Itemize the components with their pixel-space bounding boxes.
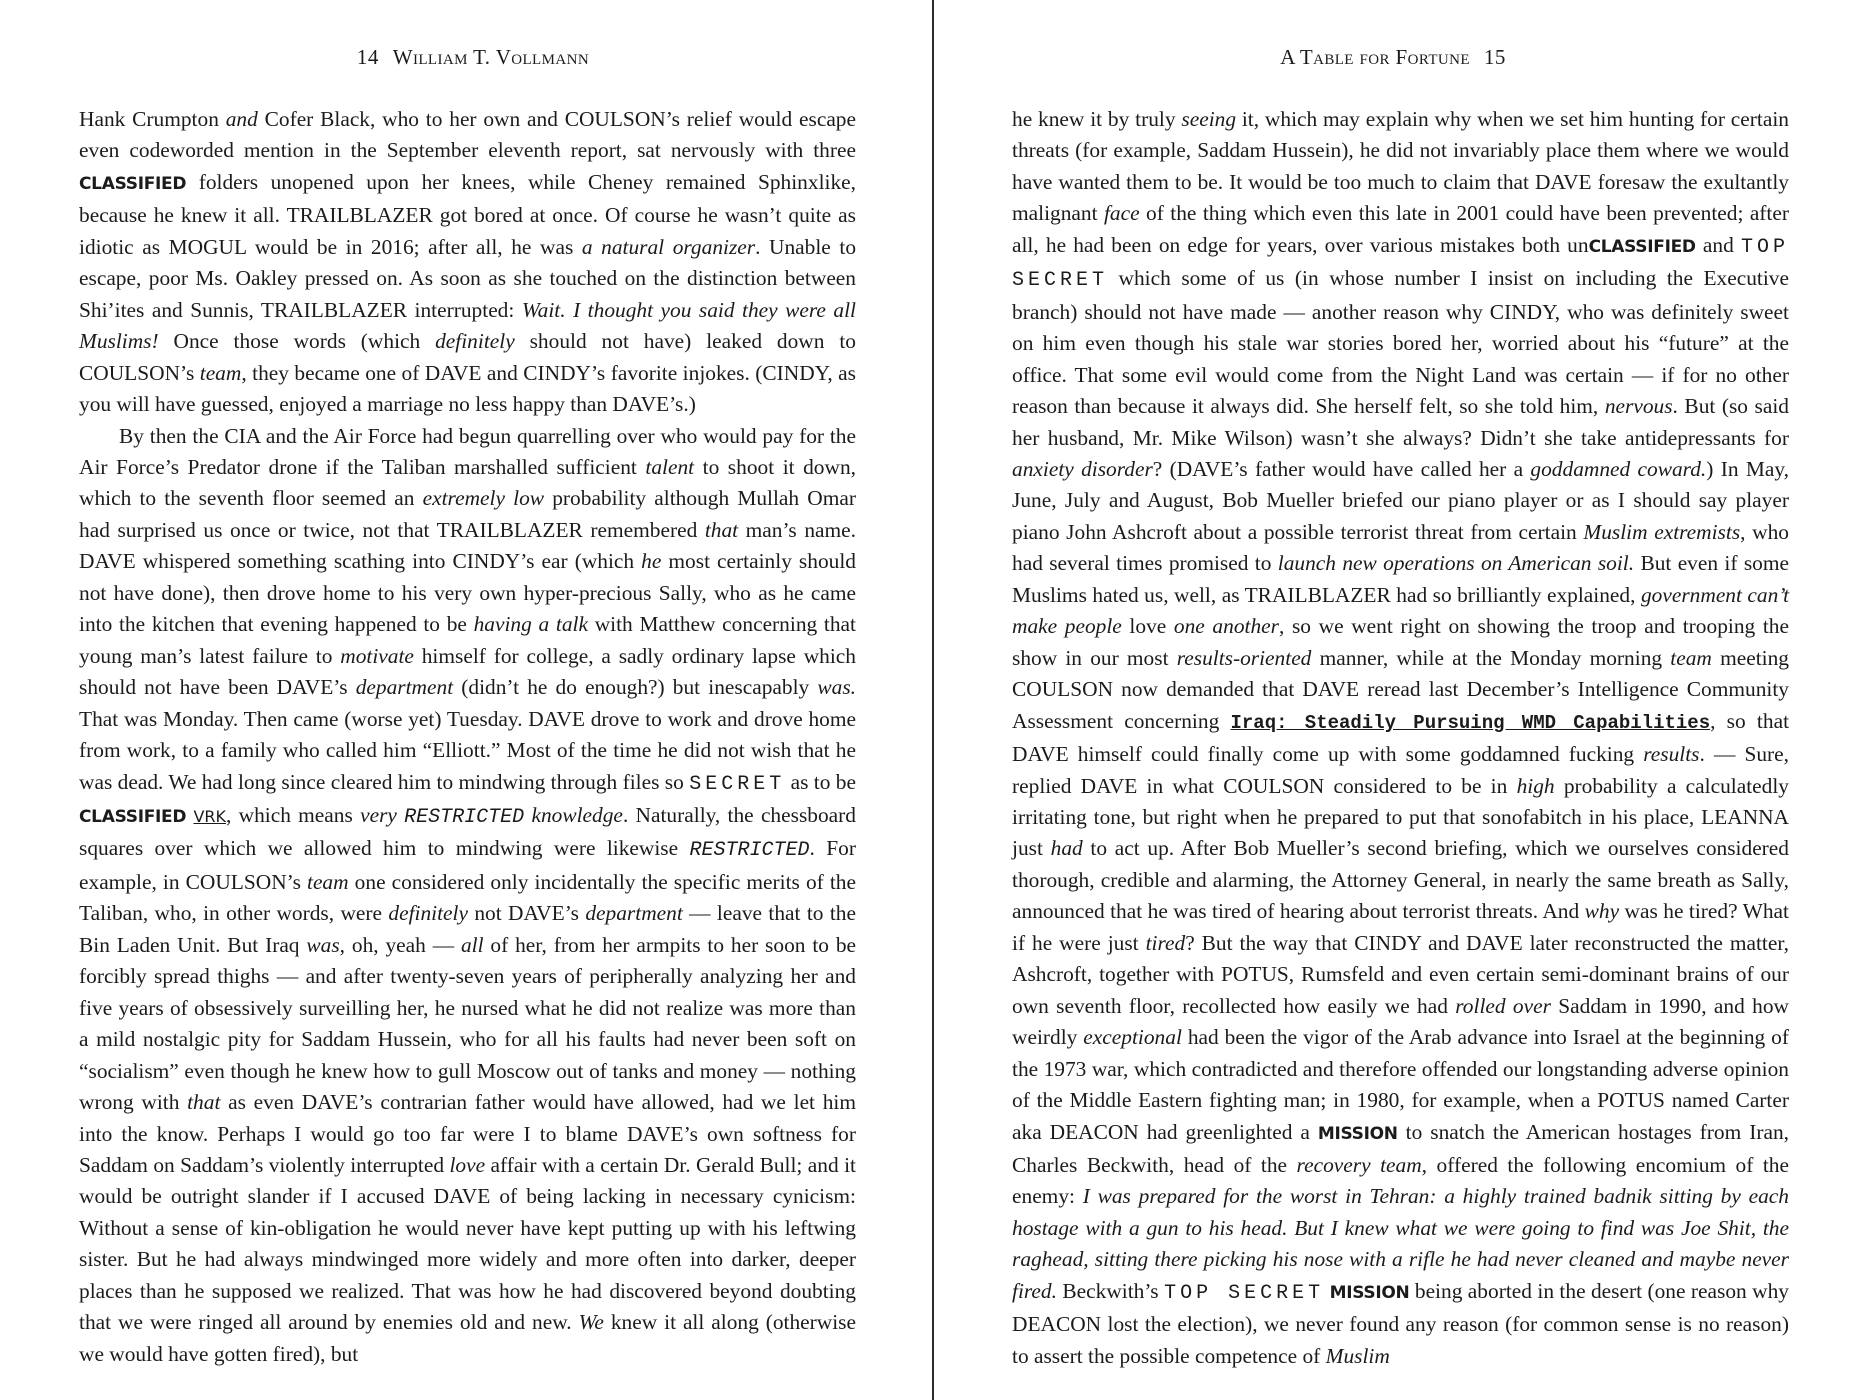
italic-run: definitely: [388, 901, 468, 926]
italic-run: rolled over: [1455, 993, 1551, 1018]
italic-run: tired: [1145, 930, 1186, 955]
classification-marking: CLASSIFIED: [79, 806, 187, 827]
text-run: , who had several times promised to: [1012, 519, 1789, 576]
text-run: which some of us (in whose number I insist on including the Executive branch) should not have made — another reason why CINDY, who was definitely sweet on him even though his stale war stories bored her, worried about his “future” at the office. That some evil would come from the Night Land was certain — if for no other reason than because it always did. She herself felt, so she told him,: [1012, 266, 1789, 419]
italic-run: nervous: [1604, 394, 1673, 419]
text-run: ) In May, June, July and August, Bob Mueller briefed our piano player or as I should say player piano John Ashcroft about a possible terrorist threat from certain: [1012, 456, 1789, 544]
italic-run: goddamned coward.: [1530, 456, 1707, 481]
italic-run: why: [1584, 899, 1620, 924]
italic-run: a natural organizer: [581, 234, 756, 259]
text-run: he knew it by truly: [1012, 107, 1182, 131]
text-run: Saddam in 1990, and how weirdly: [1012, 993, 1789, 1050]
text-run: That was Monday. Then came (worse yet) Tuesday. DAVE drove to work and drove home from work, to a family who called him “Elliott.” Most of the time he did not wish that he was dead. We had long since cleared him to mindwing through files so: [79, 706, 856, 794]
text-run: ? But the way that CINDY and DAVE later reconstructed the matter, Ashcroft, together with POTUS, Rumsfeld and even certain semi-dominant brains of our own seventh floor, recollected how easily we had: [1012, 930, 1789, 1018]
text-run: Hank Crumpton: [79, 107, 226, 131]
text-run: . Unable to escape, poor Ms. Oakley pressed on. As soon as she touched on the distinction between Shi’ites and Sunnis, TRAILBLAZER interrupted:: [79, 234, 857, 322]
text-run: as to be: [785, 769, 856, 794]
text-run: (didn’t he do enough?) but inescapably: [453, 675, 818, 700]
text-run: Cofer Black, who to her own and COULSON’s relief would escape even codeworded mention in the September eleventh report, sat nervously with three: [79, 107, 856, 163]
text-run: affair with a certain Dr. Gerald Bull; and it would be outright slander if I accused DAVE of being lacking in necessary cynicism: Without a sense of kin-obligation he would never have kept putting up with his leftwing sister. But he had always mindwinged more widely and more often into darker, deeper places than he supposed we realized. That was how he had discovered beyond doubting that we were ringed all around by enemies old and new.: [79, 1152, 856, 1335]
italic-run: government can’t make people: [1012, 582, 1790, 639]
italic-run: all: [460, 932, 484, 957]
text-run: . For example, in COULSON’s: [79, 836, 856, 894]
left-page-number: 14: [356, 45, 379, 69]
italic-run: team: [1670, 645, 1712, 670]
text-run: , so we went right on showing the troop and trooping the show in our most: [1012, 614, 1789, 670]
text-run: . But (so said her husband, Mr. Mike Wilson) wasn’t she always? Didn’t she take antidepressants for: [1012, 394, 1789, 450]
paragraph: [1012, 104, 1789, 1372]
text-run: , so that DAVE himself could finally come up with some goddamned fucking: [1012, 708, 1790, 767]
italic-run: team: [199, 360, 242, 385]
italic-run: results: [1643, 742, 1700, 767]
left-running-header: [0, 45, 932, 70]
restricted-marking: RESTRICTED: [689, 839, 810, 863]
right-body-text: [1012, 104, 1789, 1372]
classification-marking: CLASSIFIED: [79, 173, 187, 194]
italic-run: very: [360, 802, 397, 827]
italic-run: he: [641, 549, 662, 574]
italic-run: and: [225, 107, 258, 131]
secret-marking: SECRET: [689, 772, 786, 796]
italic-run: We: [578, 1310, 604, 1335]
italic-run: that: [704, 517, 739, 542]
text-run: By then the CIA and the Air Force had begun quarrelling over who would pay for the Air Force’s Predator drone if the Taliban marshalled sufficient: [79, 423, 856, 479]
text-run: to snatch the American hostages from Iran, Charles Beckwith, head of the: [1012, 1119, 1789, 1177]
italic-run: love: [449, 1152, 486, 1177]
italic-run: extremely low: [422, 486, 545, 511]
text-run: Beckwith’s: [1056, 1278, 1165, 1303]
left-running-head: William T. Vollmann: [392, 45, 590, 69]
text-run: , oh, yeah —: [339, 932, 461, 957]
text-run: — leave that to the Bin Laden Unit. But Iraq: [79, 901, 856, 957]
italic-run: knowledge: [531, 802, 623, 827]
restricted-marking: RESTRICTED: [404, 805, 525, 829]
text-run: , they became one of DAVE and CINDY’s favorite injokes. (CINDY, as you will have guessed, enjoyed a marriage no less happy than DAVE’s.): [79, 360, 856, 417]
text-run: But even if some Muslims hated us, well, as TRAILBLAZER had so brilliantly explained,: [1012, 551, 1789, 607]
classification-marking: CLASSIFIED: [1588, 236, 1696, 257]
text-run: as even DAVE’s contrarian father would have allowed, had we let him into the know. Perhaps I would go too far were I to blame DAVE’s own softness for Saddam on Saddam’s violently interrupted: [79, 1090, 856, 1177]
italic-run: seeing: [1181, 107, 1237, 131]
italic-run: Muslim: [1325, 1343, 1390, 1368]
text-run: should not have) leaked down to COULSON’s: [79, 329, 856, 385]
italic-run: recovery team: [1296, 1152, 1422, 1177]
text-run: with Matthew concerning that young man’s latest failure to: [79, 612, 856, 668]
text-run: , offered the following encomium of the enemy:: [1012, 1152, 1789, 1209]
italic-run: department: [585, 901, 683, 926]
italic-run: was: [306, 932, 340, 957]
italic-run: anxiety disorder: [1012, 456, 1153, 481]
left-page: [0, 0, 932, 1400]
text-run: Once those words (which: [158, 329, 436, 354]
text-run: meeting COULSON now demanded that DAVE reread last December’s Intelligence Community Assessment concerning: [1012, 645, 1789, 733]
italic-run: Muslim extremists: [1583, 519, 1741, 544]
italic-run: was.: [817, 675, 856, 700]
text-run: and: [1695, 232, 1741, 257]
classification-marking: MISSION: [1317, 1123, 1398, 1144]
italic-run: definitely: [435, 329, 515, 354]
right-running-header: [934, 45, 1866, 70]
classification-marking: MISSION: [1329, 1282, 1410, 1303]
text-run: , which means: [226, 802, 361, 827]
text-run: being aborted in the desert (one reason why DEACON lost the election), we never found any reason (for common sense is no reason) to assert the possible competence of: [1012, 1278, 1789, 1368]
italic-run: results-oriented: [1176, 645, 1312, 670]
italic-run: department: [355, 675, 454, 700]
paragraph: [79, 421, 856, 1371]
italic-run: one another: [1173, 614, 1279, 639]
italic-run: face: [1103, 201, 1140, 226]
text-run: most certainly should not have done), then drove home to his very own hyper-precious Sally, who as he came into the kitchen that evening happened to be: [79, 549, 856, 637]
text-run: folders unopened upon her knees, while Cheney remained Sphinxlike, because he knew it all. TRAILBLAZER got bored at once. Of course he wasn’t quite as idiotic as MOGUL would be in 2016; after all, he was: [79, 169, 856, 259]
italic-run: that: [187, 1090, 221, 1115]
text-run: of her, from her armpits to her soon to be forcibly spread thighs — and after twenty-seven years of peripherally analyzing her and five years of obsessively surveilling her, he nursed what he did not realize was more than a mild nostalgic pity for Saddam Hussein, who for all his faults had never been soft on “socialism” even though he knew how to gull Moscow out of tanks and money — nothing wrong with: [79, 932, 857, 1115]
italic-run: launch new operations on American soil.: [1277, 551, 1635, 576]
italic-run: I was prepared for the worst in Tehran: a highly trained badnik sitting by each hostage with a gun to his head. But I knew what we were going to find was Joe Shit, the raghead, sitting there picking his nose with a rifle he had never cleaned and maybe never fired.: [1012, 1184, 1789, 1303]
secret-marking: TOP SECRET: [1012, 235, 1789, 293]
text-run: to act up. After Bob Mueller’s second briefing, which we ourselves considered thorough, credible and alarming, the Attorney General, in nearly the same breath as Sally, announced that he was tired of hearing about terrorist threats. And: [1012, 836, 1789, 924]
text-run: not DAVE’s: [467, 901, 586, 926]
right-page: [934, 0, 1866, 1400]
text-run: . Naturally, the chessboard squares over which we allowed him to mindwing were likewise: [79, 802, 856, 861]
text-run: one considered only incidentally the specific merits of the Taliban, who, in other words, were: [79, 869, 856, 926]
italic-run: team: [307, 869, 349, 894]
text-run: manner, while at the Monday morning: [1311, 645, 1671, 670]
text-run: probability although Mullah Omar had surprised us once or twice, not that TRAILBLAZER remembered: [79, 486, 857, 542]
document-title: Iraq: Steadily Pursuing WMD Capabilities: [1230, 711, 1711, 734]
italic-run: had: [1050, 836, 1083, 861]
italic-run: Wait. I thought you said they were all Muslims!: [79, 297, 856, 354]
italic-run: motivate: [340, 643, 414, 668]
italic-run: high: [1516, 773, 1555, 798]
secret-marking: TOP SECRET: [1164, 1281, 1325, 1305]
italic-run: talent: [645, 454, 695, 479]
text-run: ? (DAVE’s father would have called her a: [1152, 456, 1531, 481]
italic-run: exceptional: [1083, 1025, 1182, 1050]
text-run: . — Sure, replied DAVE in what COULSON considered to be in: [1012, 742, 1789, 798]
text-run: of the thing which even this late in 2001 could have been prevented; after all, he had been on edge for years, over various mistakes both un: [1012, 201, 1789, 257]
text-run: knew it all along (otherwise we would have gotten fired), but: [79, 1310, 856, 1366]
right-running-head: A Table for Fortune: [1280, 45, 1470, 69]
text-run: man’s name. DAVE whispered something scathing into CINDY’s ear (which: [79, 517, 856, 574]
text-run: was he tired? What if he were just: [1012, 899, 1789, 955]
text-run: probability a calculatedly irritating tone, but right when he prepared to put that sonofabitch in his place, LEANNA just: [1012, 773, 1790, 861]
text-run: it, which may explain why when we set him hunting for certain threats (for example, Saddam Hussein), he did not invariably place them where we would have wanted them to be. It would be too much to claim that DAVE foresaw the exultantly malignant: [1012, 107, 1789, 226]
text-run: had been the vigor of the Arab advance into Israel at the beginning of the 1973 war, which contradicted and therefore offended our longstanding adverse opinion of the Middle Eastern fighting man; in 1980, for example, when a POTUS named Carter aka DEACON had greenlighted a: [1012, 1025, 1789, 1144]
right-page-number: 15: [1483, 45, 1506, 69]
text-run: love: [1121, 614, 1174, 639]
left-body-text: [79, 104, 856, 1370]
text-run: to shoot it down, which to the seventh floor seemed an: [79, 454, 856, 511]
italic-run: having a talk: [473, 612, 588, 637]
vrk-marking: VRK: [193, 806, 227, 826]
text-run: himself for college, a sadly ordinary lapse which should not have been DAVE’s: [79, 643, 856, 700]
paragraph: [79, 104, 856, 421]
